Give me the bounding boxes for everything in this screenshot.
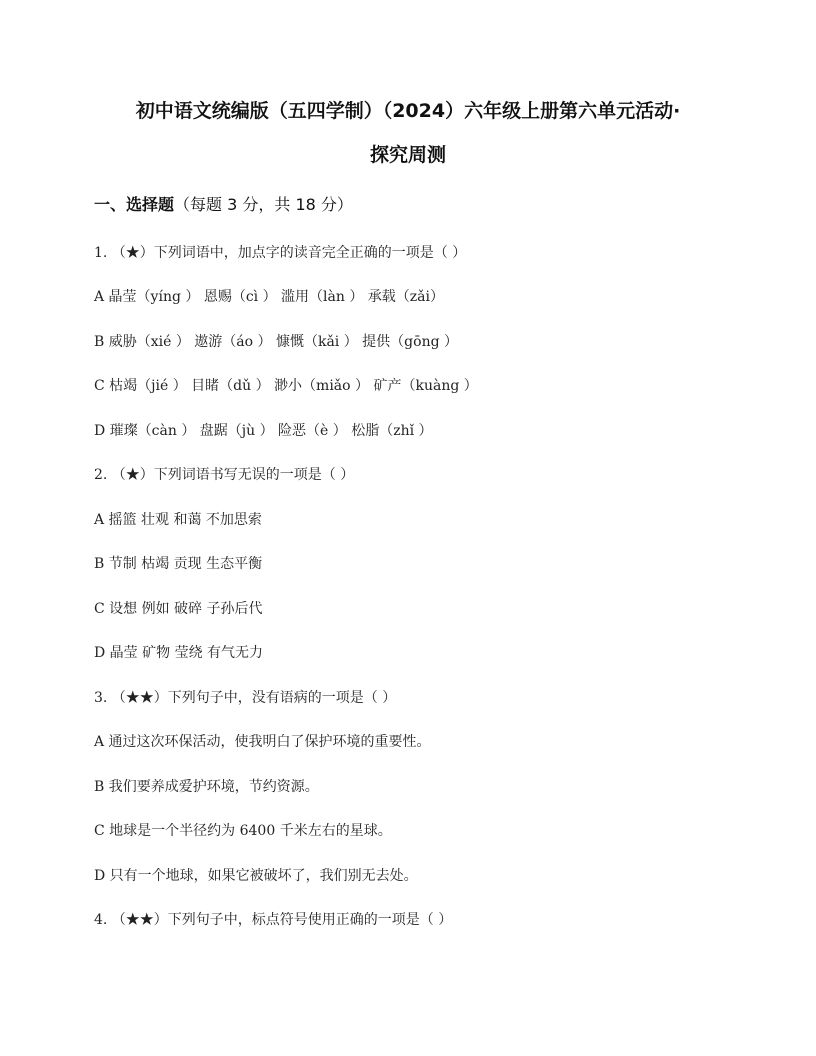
question-3-option-c: C 地球是一个半径约为 6400 千米左右的星球。 — [94, 823, 392, 839]
question-1-option-c: C 枯竭（jié ） 目睹（dǔ ） 渺小（miǎo ） 矿产（kuàng ） — [94, 378, 478, 394]
section-heading-note: （每题 3 分，共 18 分） — [174, 195, 353, 214]
question-2-option-d: D 晶莹 矿物 莹绕 有气无力 — [94, 645, 264, 661]
section-heading-label: 一、选择题 — [94, 195, 175, 214]
question-2-stem: 2. （★）下列词语书写无误的一项是（ ） — [94, 467, 355, 483]
document-title-line-1: 初中语文统编版（五四学制）（2024）六年级上册第六单元活动· — [135, 100, 681, 122]
question-3-option-b: B 我们要养成爱护环境，节约资源。 — [94, 779, 319, 795]
question-4-stem: 4. （★★）下列句子中，标点符号使用正确的一项是（ ） — [94, 912, 453, 928]
question-1-option-d: D 璀璨（càn ） 盘踞（jù ） 险恶（è ） 松脂（zhǐ ） — [94, 423, 433, 439]
question-1-option-a: A 晶莹（yíng ） 恩赐（cì ） 滥用（làn ） 承载（zǎi） — [94, 289, 444, 305]
question-2-option-a: A 摇篮 壮观 和蔼 不加思索 — [94, 512, 262, 528]
question-3-option-d: D 只有一个地球，如果它被破坏了，我们别无去处。 — [94, 868, 418, 884]
question-2-option-b: B 节制 枯竭 贡现 生态平衡 — [94, 556, 263, 572]
question-1-stem: 1. （★）下列词语中，加点字的读音完全正确的一项是（ ） — [94, 245, 467, 261]
question-3-option-a: A 通过这次环保活动，使我明白了保护环境的重要性。 — [94, 734, 431, 750]
question-1-option-b: B 威胁（xié ） 遨游（áo ） 慷慨（kǎi ） 提供（gōng ） — [94, 334, 458, 350]
question-2-option-c: C 设想 例如 破碎 子孙后代 — [94, 601, 263, 617]
question-3-stem: 3. （★★）下列句子中，没有语病的一项是（ ） — [94, 690, 397, 706]
section-heading — [94, 192, 353, 215]
document-title-line-2: 探究周测 — [369, 144, 446, 166]
